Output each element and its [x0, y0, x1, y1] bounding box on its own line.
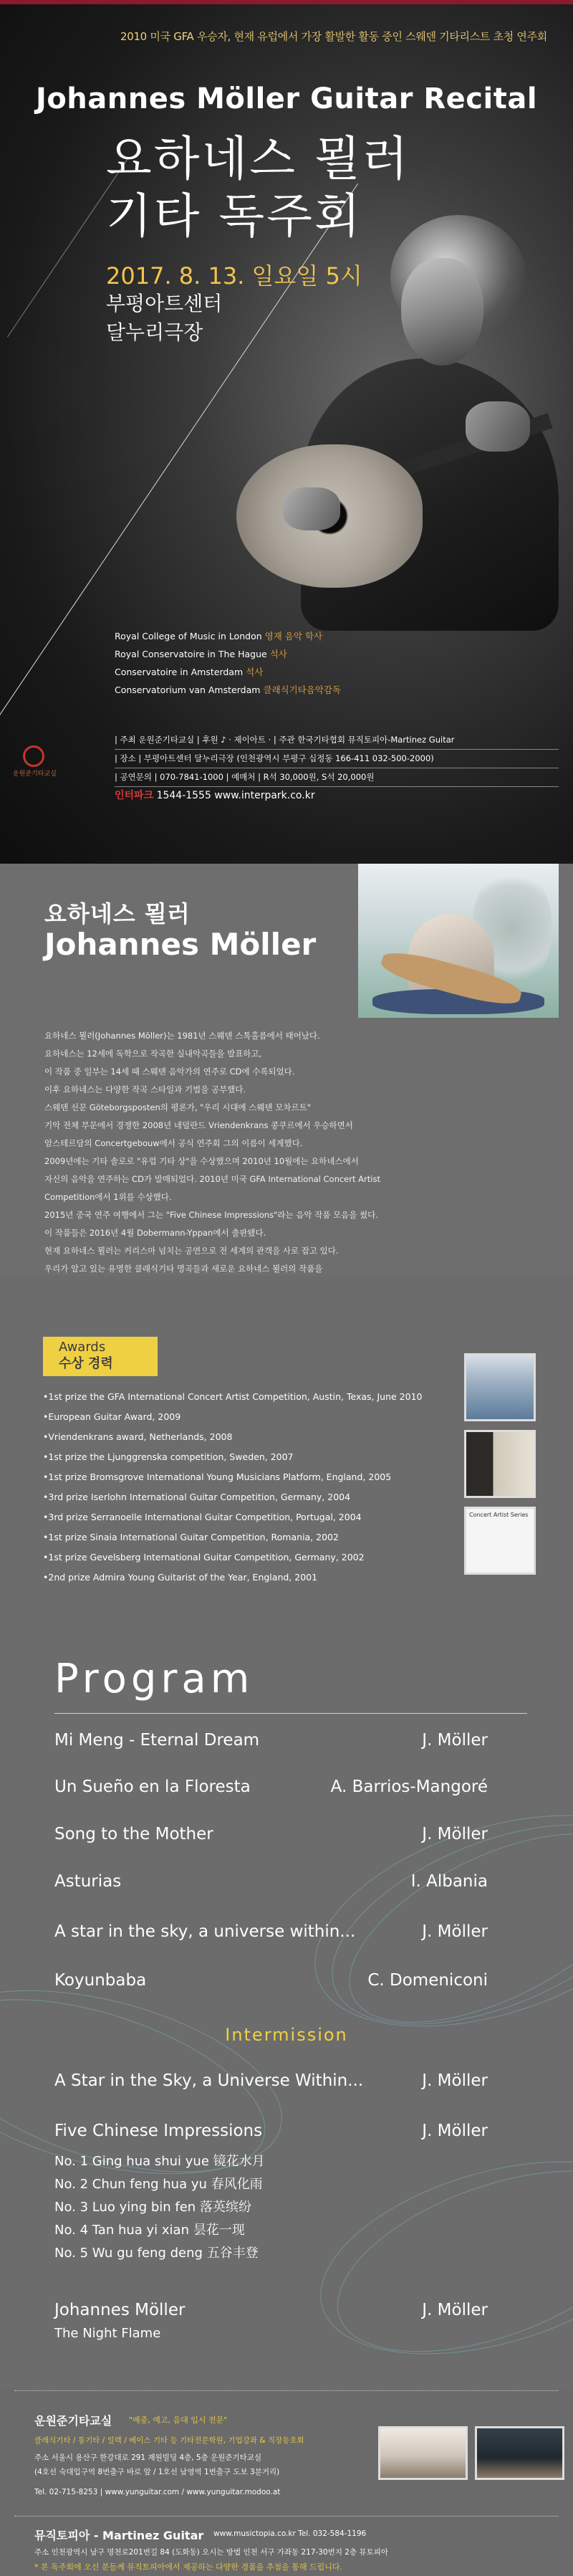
academy-directions: (4호선 숙대입구역 8번출구 바로 앞 / 1호선 남영역 1번출구 도보 3분거리)	[34, 2468, 280, 2476]
program-item: Un Sueño en la Floresta A. Barrios-Mangoré	[54, 1778, 488, 1796]
program-item: Mi Meng - Eternal Dream J. Möller	[54, 1731, 488, 1750]
awards-heading: Awards 수상 경력	[43, 1337, 158, 1376]
award-item: • 1st prize the GFA International Concert Artist Competition, Austin, Texas, June 2010	[43, 1387, 444, 1407]
movement-item: No. 2 Chun feng hua yu 春风化雨	[54, 2177, 263, 2192]
guitarist-hand	[466, 401, 530, 452]
movement-item: No. 3 Luo ying bin fen 落英缤纷	[54, 2200, 251, 2215]
artist-name-english: Johannes Möller	[44, 927, 317, 962]
award-item: • European Guitar Award, 2009	[43, 1407, 444, 1427]
program-item: Johannes Möller J. Möller	[54, 2301, 488, 2319]
footer	[0, 2390, 573, 2576]
info-contact: | 공연문의 | 070-7841-1000 | 예매처 | R석 30,000원, S석 20,000원	[115, 768, 559, 787]
biography-text: 요하네스 묄러(Johannes Möller)는 1981년 스웨덴 스톡홀름에서 태어났다. 요하네스는 12세에 독학으로 작곡한 실내악곡들을 발표하고, 이 작품 중 일부는 14세 때 스웨덴 음악가의 연주로 CD에 수록되었다. 이후 요하네스는 다양한 작곡 스타일과 기법을 공부했다. 스웨덴 신문 Göteborgsposten의 평론가, "우리 시대에 스웨덴 모차르트" 기악 전체 부문에서 경쟁한 2008년 네덜란드 Vriendenkrans 콩쿠르에서 우승하면서 암스테르담의 Concertgebouw에서 공식 연주회 그의 이름이 세계했다. 2009년에는 기타 솔로로 "유럽 기타 상"을 수상했으며 2010년 10월에는 요하네스에서 자신의 음악을 연주하는 CD가 발매되었다. 2010년 미국 GFA International Concert Artist Competition에서 1위를 수상했다. 2015년 중국 연주 여행에서 그는 "Five Chinese Impressions"라는 음악 작품 모음을 썼다. 이 작품들은 2016년 4월 Dobermann-Yppan에서 출판됐다. 현재 요하네스 묄러는 커리스마 넘치는 공연으로 전 세계의 관객을 사로 잡고 있다. 우리가 알고 있는 유명한 클래식기타 명곡들과 새로운 요하네스 묄러의 작품을	[44, 1031, 380, 1274]
intermission-label: Intermission	[225, 2025, 348, 2045]
education-item: Conservatoire in Amsterdam 석사	[115, 667, 264, 677]
program-section	[0, 1584, 573, 2390]
education-item: Conservatorium van Amsterdam 클래식기타음악감독	[115, 684, 342, 695]
guitarist-face	[401, 258, 483, 366]
academy-logo	[13, 745, 99, 778]
concert-date: 2017. 8. 13. 일요일 5시	[106, 262, 362, 290]
concert-venue	[106, 290, 222, 347]
movement-item: No. 5 Wu gu feng deng 五谷丰登	[54, 2246, 259, 2261]
shop-contact[interactable]: www.musictopia.co.kr Tel. 032-584-1196	[213, 2529, 367, 2538]
awards-list	[43, 1387, 444, 1588]
award-item: • 2nd prize Admira Young Guitarist of the Year, England, 2001	[43, 1568, 444, 1588]
concert-poster	[0, 0, 573, 864]
album-cover	[464, 1430, 536, 1498]
academy-contact[interactable]: Tel. 02-715-8253 | www.yunguitar.com / www.yunguitar.modoo.at	[34, 2488, 281, 2496]
album-covers	[464, 1353, 536, 1583]
classroom-photo	[378, 2426, 468, 2480]
program-divider	[54, 1713, 527, 1714]
title-korean-line-2: 기타 독주회	[106, 189, 362, 244]
shop-name: 뮤직토피아 - Martinez Guitar	[34, 2529, 204, 2542]
biography-section	[0, 864, 573, 1276]
award-item: • 3rd prize Iserlohn International Guitar Competition, Germany, 2004	[43, 1487, 444, 1507]
venue-line-2: 달누리극장	[106, 320, 203, 344]
academy-name: 운원준기타교실	[34, 2414, 112, 2428]
five-impressions-list	[54, 2150, 265, 2265]
education-item: Royal College of Music in London 영재 음악 학사	[115, 631, 323, 641]
program-item-subtitle: The Night Flame	[54, 2326, 161, 2341]
giveaway-note: * 본 독주회에 오신 분들께 뮤직토피아에서 제공하는 다양한 경품을 추첨을 통해 드립니다.	[34, 2562, 342, 2572]
album-cover	[464, 1353, 536, 1421]
shop-address: 주소 인천광역시 남구 명천로201번길 84 (도화동) 오시는 방법 인천 서구 가좌동 217-30번지 2층 뮤토피아	[34, 2548, 389, 2557]
poster-title-english: Johannes Möller Guitar Recital	[35, 82, 538, 115]
education-list	[115, 627, 341, 699]
poster-header: 2010 미국 GFA 우승자, 현재 유럽에서 가장 활발한 활동 중인 스웨덴 기타리스트 초청 연주회	[120, 30, 547, 43]
award-item: • 3rd prize Serranoelle International Guitar Competition, Portugal, 2004	[43, 1507, 444, 1527]
concert-info	[115, 731, 559, 805]
academy-photos	[378, 2426, 564, 2480]
award-item: • 1st prize Gevelsberg International Guitar Competition, Germany, 2002	[43, 1547, 444, 1568]
info-host: | 주최 운원준기타교실 | 후원 ♪ · 제이아트 · | 주관 한국기타협회 뮤직토피아-Martinez Guitar	[115, 731, 559, 750]
info-place: | 장소 | 부평아트센터 달누리극장 (인천광역시 부평구 십정동 166-411 032-500-2000)	[115, 750, 559, 768]
award-item: • 1st prize Sinaia International Guitar Competition, Romania, 2002	[43, 1527, 444, 1547]
program-item: Five Chinese Impressions J. Möller	[54, 2122, 488, 2140]
ticket-info	[115, 787, 559, 805]
program-item: Asturias I. Albania	[54, 1872, 488, 1891]
movement-item: No. 4 Tan hua yi xian 昙花一现	[54, 2223, 245, 2238]
program-item: Koyunbaba C. Domeniconi	[54, 1971, 488, 1990]
footer-divider	[14, 2516, 559, 2517]
concert-hall-photo	[475, 2426, 564, 2480]
academy-desc: 클래식기타 / 통기타 / 일렉 / 베이스 기타 등 기타전문학원, 기업강좌 & 직장동호회	[34, 2436, 304, 2445]
footer-divider	[14, 2390, 559, 2391]
award-item: • 1st prize Bromsgrove International Young Musicians Platform, England, 2005	[43, 1467, 444, 1487]
logo-text: 운원준기타교실	[13, 771, 57, 778]
award-item: • Vriendenkrans award, Netherlands, 2008	[43, 1427, 444, 1447]
academy-address: 주소 서울시 용산구 한강대로 291 재원빌딩 4층, 5층 운원준기타교실	[34, 2453, 262, 2462]
top-accent-bar	[0, 0, 573, 4]
academy-tagline: "예중, 예고, 음대 입시 전문"	[129, 2415, 228, 2425]
album-cover: Concert Artist Series	[464, 1507, 536, 1575]
program-title: Program	[54, 1656, 254, 1702]
movement-item: No. 1 Ging hua shui yue 镜花水月	[54, 2154, 265, 2169]
artist-name-korean: 요하네스 묄러	[44, 900, 191, 927]
venue-line-1: 부평아트센터	[106, 292, 223, 315]
artist-photo	[358, 864, 559, 1018]
program-item: Song to the Mother J. Möller	[54, 1825, 488, 1843]
awards-section	[0, 1276, 573, 1584]
title-korean-line-1: 요하네스 묄러	[106, 131, 410, 186]
guitarist-hand-right	[283, 487, 340, 530]
program-item: A Star in the Sky, a Universe Within... J. Möller	[54, 2071, 488, 2090]
poster-title-korean	[106, 130, 410, 245]
interpark-logo: 인터파크	[115, 790, 154, 801]
ticket-contact[interactable]: 1544-1555 www.interpark.co.kr	[156, 790, 315, 801]
education-item: Royal Conservatoire in The Hague 석사	[115, 649, 287, 659]
award-item: • 1st prize the Ljunggrenska competition, Sweden, 2007	[43, 1447, 444, 1467]
program-item: A star in the sky, a universe within... J. Möller	[54, 1922, 488, 1941]
logo-ring-icon	[23, 745, 44, 767]
